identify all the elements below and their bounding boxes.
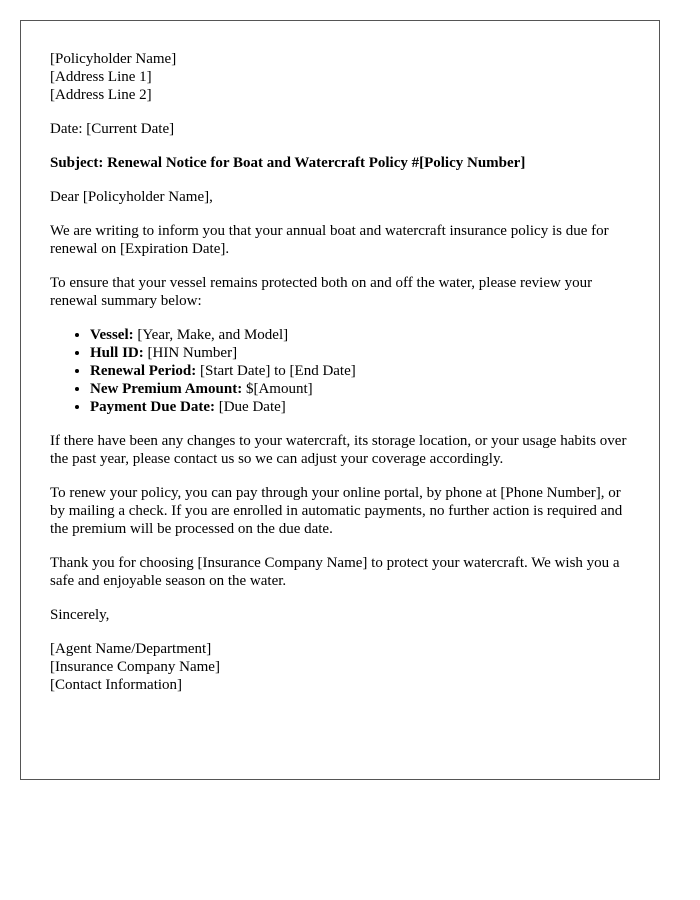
payment-paragraph: To renew your policy, you can pay through your online portal, by phone at [Phone Number], or by mailing a check. If you are enrolled in automatic payments, no further action is required and the premium will be processed on the due date. — [50, 485, 623, 537]
summary-item-premium — [90, 380, 631, 398]
closing: Sincerely, — [50, 607, 110, 623]
summary-label: New Premium Amount: — [90, 381, 243, 397]
review-paragraph: To ensure that your vessel remains protected both on and off the water, please review your renewal summary below: — [50, 275, 593, 309]
signature-block — [50, 640, 631, 694]
summary-value: [HIN Number] — [143, 345, 238, 361]
summary-item-hull-id — [90, 344, 631, 362]
signature-company: [Insurance Company Name] — [50, 659, 220, 675]
summary-label: Hull ID: — [90, 345, 144, 361]
intro-paragraph: We are writing to inform you that your annual boat and watercraft insurance policy is due for renewal on [Expiration Date]. — [50, 223, 609, 257]
summary-item-due-date — [90, 398, 631, 416]
recipient-address — [50, 50, 631, 104]
summary-value: [Due Date] — [214, 399, 286, 415]
salutation: Dear [Policyholder Name], — [50, 189, 213, 205]
renewal-summary-list — [50, 326, 631, 416]
summary-item-renewal-period — [90, 362, 631, 380]
summary-label: Payment Due Date: — [90, 399, 215, 415]
summary-value: [Start Date] to [End Date] — [196, 363, 356, 379]
address-line-1: [Address Line 1] — [50, 69, 152, 85]
summary-value: $[Amount] — [242, 381, 313, 397]
summary-item-vessel — [90, 326, 631, 344]
address-line-2: [Address Line 2] — [50, 87, 152, 103]
signature-contact: [Contact Information] — [50, 677, 183, 693]
changes-paragraph: If there have been any changes to your watercraft, its storage location, or your usage habits over the past year, please contact us so we can adjust your coverage accordingly. — [50, 433, 627, 467]
signature-agent: [Agent Name/Department] — [50, 641, 212, 657]
subject-line: Subject: Renewal Notice for Boat and Watercraft Policy #[Policy Number] — [50, 155, 526, 171]
date-line: Date: [Current Date] — [50, 121, 175, 137]
address-name: [Policyholder Name] — [50, 51, 177, 67]
summary-label: Renewal Period: — [90, 363, 197, 379]
thanks-paragraph: Thank you for choosing [Insurance Company Name] to protect your watercraft. We wish you a safe and enjoyable season on the water. — [50, 555, 620, 589]
summary-label: Vessel: — [90, 327, 134, 343]
letter-page — [20, 20, 660, 780]
summary-value: [Year, Make, and Model] — [133, 327, 289, 343]
